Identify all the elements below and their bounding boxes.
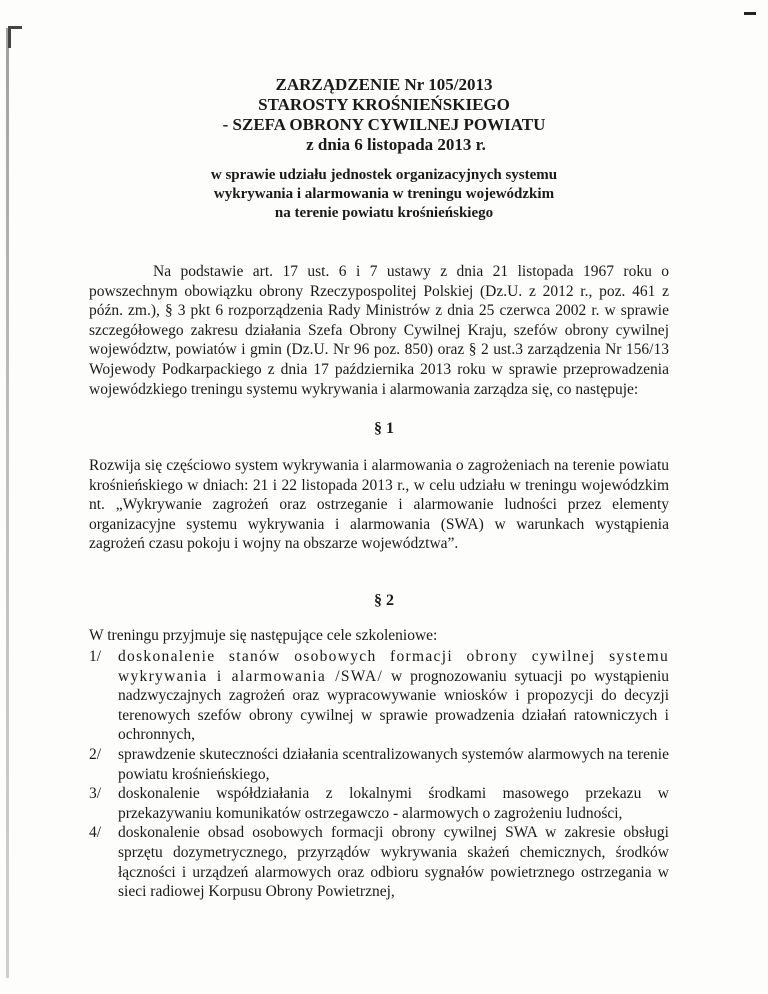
scan-top-right-mark [744,12,756,15]
list-item [89,745,669,784]
goal-number: 4/ [89,824,102,842]
preamble [89,262,669,399]
goal-number: 3/ [89,785,102,803]
title-line-1: ZARZĄDZENIE Nr 105/2013 [275,75,493,94]
goal-text: doskonalenie współdziałania z lokalnymi środkami masowego przekazu w przekazywaniu komunikatów ostrzegawczo - alarmowych o zagrożeniu ludności, [118,785,669,822]
goal-text: w prognozowaniu sytuacji po wystąpieniu nadzwyczajnych zagrożeń oraz wypracowywanie wniosków i propozycji do decyzji terenowych szefów obrony cywilnej w sprawie prowadzenia działań ratowniczych i ochronnych, [118,667,669,744]
preamble-text: Na podstawie art. 17 ust. 6 i 7 ustawy z dnia 21 listopada 1967 roku o powszechnym obowiązku obrony Rzeczypospolitej Polskiej (Dz.U. z 2012 r., poz. 461 z późn. zm.), § 3 pkt 6 rozporządzenia Rady Ministrów z dnia 25 czerwca 2002 r. w sprawie szczegółowego zakresu działania Szefa Obrony Cywilnej Kraju, szefów obrony cywilnej województw, powiatów i gmin (Dz.U. Nr 96 poz. 850) oraz § 2 ust.3 zarządzenia Nr 156/13 Wojewody Podkarpackiego z dnia 17 października 2013 roku w sprawie przeprowadzenia wojewódzkiego treningu systemu wykrywania i alarmowania zarządza się, co następuje: [89,263,669,398]
list-item [89,784,669,823]
goal-text: doskonalenie obsad osobowych formacji obrony cywilnej SWA w zakresie obsługi sprzętu dozymetrycznego, przyrządów wykrywania skażeń chemicznych, środków łączności i urządzeń alarmowych oraz odbioru sygnałów powietrznego ostrzegania w sieci radiowej Korpusu Obrony Powietrznej, [118,824,669,901]
section-1-body [89,456,669,554]
list-item [89,647,669,745]
scan-corner-mark-vertical [8,26,11,48]
goal-number: 2/ [89,745,102,763]
section-1-heading: § 1 [374,420,394,437]
title-line-3: - SZEFA OBRONY CYWILNEJ POWIATU [222,115,546,134]
section-2-intro: W treningu przyjmuje się następujące cele szkoleniowe: [89,627,438,644]
goal-text: sprawdzenie skuteczności działania scentralizowanych systemów alarmowych na terenie powiatu krośnieńskiego, [118,745,669,783]
goal-lead: doskonalenie stanów osobowych formacji obrony cywilnej systemu wykrywania i alarmowania /SWA/ [118,648,669,685]
title-line-2: STAROSTY KROŚNIEŃSKIEGO [258,95,510,114]
section-2-heading: § 2 [374,592,394,609]
date-line: z dnia 6 listopada 2013 r. [306,135,486,154]
goal-number: 1/ [89,648,102,665]
subject-line-2: wykrywania i alarmowania w treningu wojewódzkim [213,186,555,202]
subject-line-1: w sprawie udziału jednostek organizacyjnych systemu [210,167,558,183]
goals-list [89,647,669,902]
section-1-text: Rozwija się częściowo system wykrywania i alarmowania o zagrożeniach na terenie powiatu krośnieńskiego w dniach: 21 i 22 listopada 2013 r., w celu udziału w treningu wojewódzkim nt. „Wykrywanie zagrożeń oraz ostrzeganie i alarmowanie ludności przez elementy organizacyjne systemu wykrywania i alarmowania (SWA) w warunkach wystąpienia zagrożeń czasu pokoju i wojny na obszarze województwa”. [89,457,669,553]
list-item [89,823,669,901]
subject-line-3: na terenie powiatu krośnieńskiego [274,205,494,221]
